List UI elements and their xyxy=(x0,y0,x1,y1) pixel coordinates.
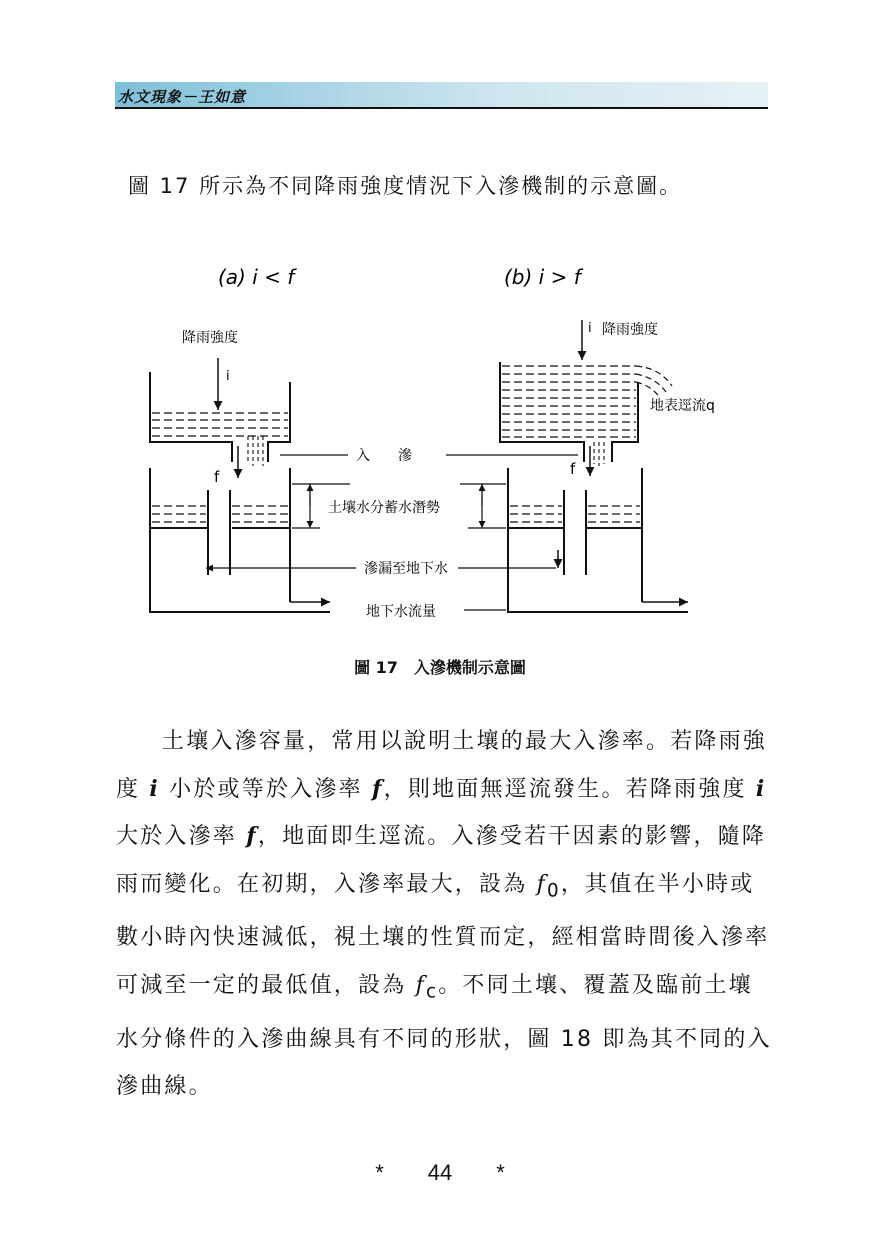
water-lines-lower-b xyxy=(510,506,640,522)
water-lines-lower-a xyxy=(152,506,288,522)
i-symbol-b: i xyxy=(588,321,592,336)
runoff-spill-b xyxy=(636,366,672,398)
page-number-value: 44 xyxy=(427,1160,453,1185)
runoff-label: 地表逕流q xyxy=(650,398,715,414)
body-paragraph: 土壤入滲容量，常用以說明土壤的最大入滲率。若降雨強度 i 小於或等於入滲率 f，則地面無逕流發生。若降雨強度 i 大於入滲率 f，地面即生逕流。入滲受若干因素的影響，隨降雨而變化。在初期，入滲率最大，設為 $f_0$，其值在半小時或數小時內快速減低，視土壤的性質而定，經相當時間後入滲率可減至一定的最低值，設為 $f_c$。不同土壤、覆蓋及臨前土壤水分條件的入滲曲線具有不同的形狀，圖 18 即為其不同的入滲曲線。 xyxy=(116,729,772,1100)
page-number xyxy=(0,1160,880,1186)
rain-label-a: 降雨強度 xyxy=(182,330,238,346)
header-rule xyxy=(115,107,768,109)
running-header-title: 水文現象－王如意 xyxy=(118,88,247,106)
groundwater-channel-a xyxy=(150,468,330,612)
percolation-label: 滲漏至地下水 xyxy=(364,561,448,577)
water-lines-upper-a xyxy=(152,413,288,436)
panel-a-label: (a) i < f xyxy=(218,265,295,289)
figure-caption: 圖 17 入滲機制示意圖 xyxy=(354,658,526,677)
infiltration-streaks-b xyxy=(594,442,604,466)
infiltration-label: 入 滲 xyxy=(356,448,412,464)
i-symbol-a: i xyxy=(226,369,230,384)
infiltration-streaks-a xyxy=(248,436,263,466)
infiltration-diagram xyxy=(120,250,720,630)
groundwater-channel-b xyxy=(508,468,688,612)
f-symbol-a: f xyxy=(214,468,220,486)
upper-tank-b xyxy=(500,362,638,462)
page-star-left: * xyxy=(375,1160,384,1185)
upper-tank-a xyxy=(150,372,290,462)
intro-sentence: 圖 17 所示為不同降雨強度情況下入滲機制的示意圖。 xyxy=(128,174,683,198)
page-star-right: * xyxy=(496,1160,505,1185)
rain-label-b: 降雨強度 xyxy=(602,322,658,338)
groundwater-label: 地下水流量 xyxy=(366,604,436,620)
soil-storage-label: 土壤水分蓄水潛勢 xyxy=(328,500,440,516)
water-lines-upper-b xyxy=(502,366,636,437)
f-symbol-b: f xyxy=(570,460,576,478)
panel-b-label: (b) i > f xyxy=(504,265,581,289)
